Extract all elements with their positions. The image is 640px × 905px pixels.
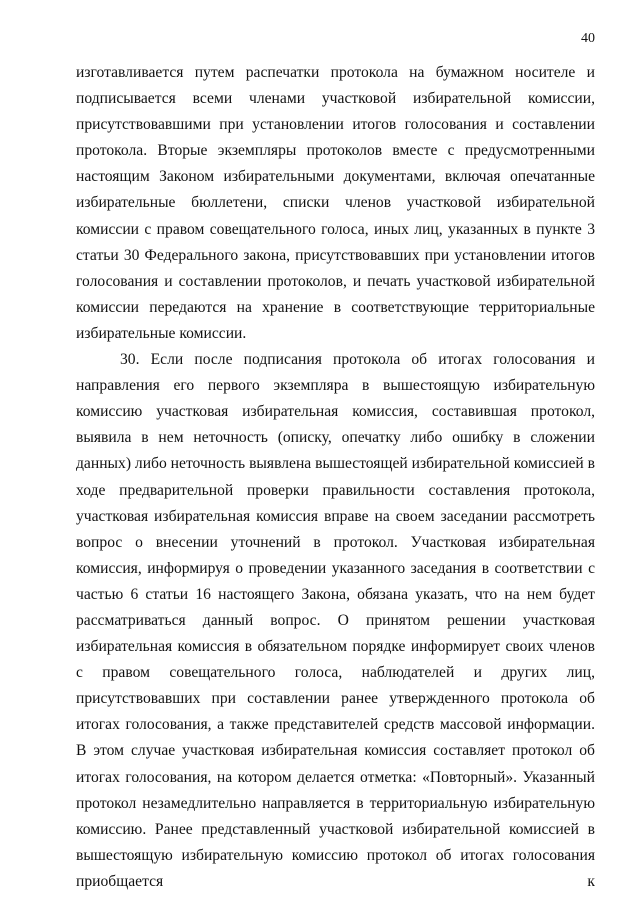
document-body xyxy=(76,60,595,895)
paragraph-item-30: 30. Если после подписания протокола об итогах голосования и направления его первого экземпляра в вышестоящую избирательную комиссию участковая избирательная комиссия, составившая протокол, выявила в нем неточность (описку, опечатку либо ошибку в сложении данных) либо неточность выявлена вышестоящей избирательной комиссией в ходе предварительной проверки правильности составления протокола, участковая избирательная комиссия вправе на своем заседании рассмотреть вопрос о внесении уточнений в протокол. Участковая избирательная комиссия, информируя о проведении указанного заседания в соответствии с частью 6 статьи 16 настоящего Закона, обязана указать, что на нем будет рассматриваться данный вопрос. О принятом решении участковая избирательная комиссия в обязательном порядке информирует своих членов с правом совещательного голоса, наблюдателей и других лиц, присутствовавших при составлении ранее утвержденного протокола об итогах голосования, а также представителей средств массовой информации. В этом случае участковая избирательная комиссия составляет протокол об итогах голосования, на котором делается отметка: «Повторный». Указанный протокол незамедлительно направляется в территориальную избирательную комиссию. Ранее представленный участковой избирательной комиссией в вышестоящую избирательную комиссию протокол об итогах голосования приобщается к xyxy=(76,351,595,890)
paragraph-continuation: изготавливается путем распечатки протокола на бумажном носителе и подписывается всеми членами участковой избирательной комиссии, присутствовавшими при установлении итогов голосования и составлении протокола. Вторые экземпляры протоколов вместе с предусмотренными настоящим Законом избирательными документами, включая опечатанные избирательные бюллетени, списки членов участковой избирательной комиссии с правом совещательного голоса, иных лиц, указанных в пункте 3 статьи 30 Федерального закона, присутствовавших при установлении итогов голосования и составлении протоколов, и печать участковой избирательной комиссии передаются на хранение в соответствующие территориальные избирательные комиссии. xyxy=(76,64,595,342)
page-number: 40 xyxy=(581,31,595,46)
